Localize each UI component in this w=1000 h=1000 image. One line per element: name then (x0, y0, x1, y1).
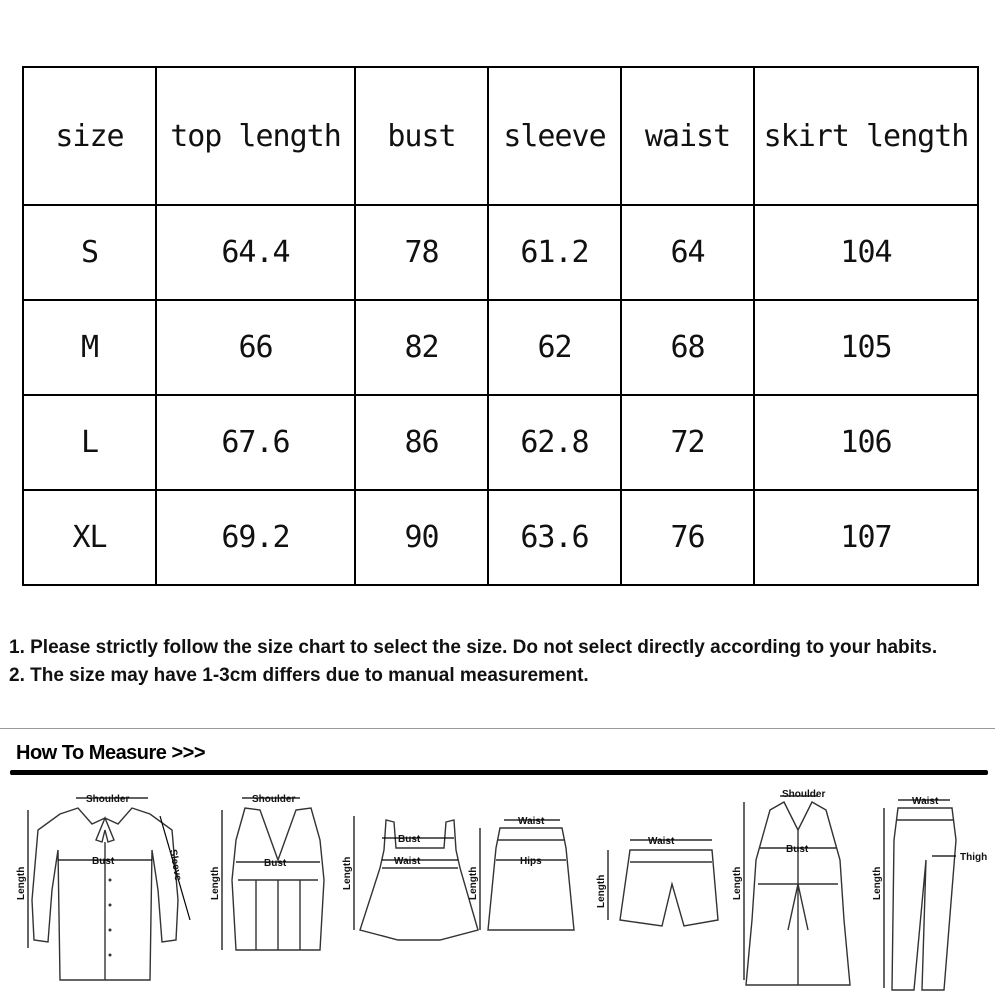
cell-sleeve: 62 (488, 300, 621, 395)
cell-skirt-length: 104 (754, 205, 978, 300)
label-length: Length (210, 866, 221, 900)
how-to-measure-title: How To Measure >>> (16, 742, 206, 764)
cell-skirt-length: 105 (754, 300, 978, 395)
header-sleeve: sleeve (488, 67, 621, 205)
shorts-diagram (596, 836, 718, 926)
label-shoulder: Shoulder (782, 789, 826, 800)
label-bust: Bust (264, 858, 287, 869)
cell-top-length: 64.4 (156, 205, 355, 300)
cell-top-length: 69.2 (156, 490, 355, 585)
cell-size: L (23, 395, 156, 490)
cell-bust: 86 (355, 395, 488, 490)
label-length: Length (468, 866, 479, 900)
label-bust: Bust (92, 856, 115, 867)
skirt-diagram (468, 816, 574, 930)
header-waist: waist (621, 67, 754, 205)
header-bust: bust (355, 67, 488, 205)
cell-bust: 90 (355, 490, 488, 585)
cell-skirt-length: 106 (754, 395, 978, 490)
cell-top-length: 66 (156, 300, 355, 395)
label-length: Length (732, 866, 743, 900)
how-to-measure-underline (10, 770, 988, 775)
header-top-length: top length (156, 67, 355, 205)
cell-size: S (23, 205, 156, 300)
sleeveless-top-diagram (210, 794, 324, 950)
cell-waist: 76 (621, 490, 754, 585)
measurement-illustrations (0, 780, 1000, 995)
label-length: Length (872, 866, 883, 900)
label-shoulder: Shoulder (252, 794, 296, 805)
label-length: Length (16, 866, 27, 900)
section-divider (0, 728, 995, 729)
garment-diagrams (0, 780, 1000, 995)
cell-skirt-length: 107 (754, 490, 978, 585)
dress-diagram (342, 816, 478, 940)
label-waist: Waist (394, 856, 421, 867)
cell-waist: 64 (621, 205, 754, 300)
label-length: Length (342, 856, 353, 890)
label-bust: Bust (398, 834, 421, 845)
size-notes (9, 634, 994, 690)
cell-bust: 78 (355, 205, 488, 300)
label-waist: Waist (912, 796, 939, 807)
cell-top-length: 67.6 (156, 395, 355, 490)
table-row (23, 490, 978, 585)
label-sleeve: Sleeve (167, 848, 184, 882)
cell-sleeve: 62.8 (488, 395, 621, 490)
size-chart-table (22, 66, 979, 586)
label-bust: Bust (786, 844, 809, 855)
table-row (23, 205, 978, 300)
size-chart-header-row (23, 67, 978, 205)
table-row (23, 395, 978, 490)
label-waist: Waist (518, 816, 545, 827)
blouse-diagram (16, 794, 190, 980)
header-size: size (23, 67, 156, 205)
cell-bust: 82 (355, 300, 488, 395)
cell-waist: 72 (621, 395, 754, 490)
header-skirt-length: skirt length (754, 67, 978, 205)
label-shoulder: Shoulder (86, 794, 130, 805)
cell-size: XL (23, 490, 156, 585)
label-hips: Hips (520, 856, 542, 867)
label-thigh: Thigh (960, 852, 988, 863)
cell-sleeve: 61.2 (488, 205, 621, 300)
pants-diagram (872, 796, 987, 990)
note-1: 1. Please strictly follow the size chart to select the size. Do not select directly according to your habits. (9, 637, 938, 658)
label-length: Length (596, 874, 607, 908)
label-waist: Waist (648, 836, 675, 847)
cell-waist: 68 (621, 300, 754, 395)
table-row (23, 300, 978, 395)
cell-size: M (23, 300, 156, 395)
cell-sleeve: 63.6 (488, 490, 621, 585)
note-2: 2. The size may have 1-3cm differs due to manual measurement. (9, 665, 589, 686)
coat-diagram (732, 789, 850, 985)
